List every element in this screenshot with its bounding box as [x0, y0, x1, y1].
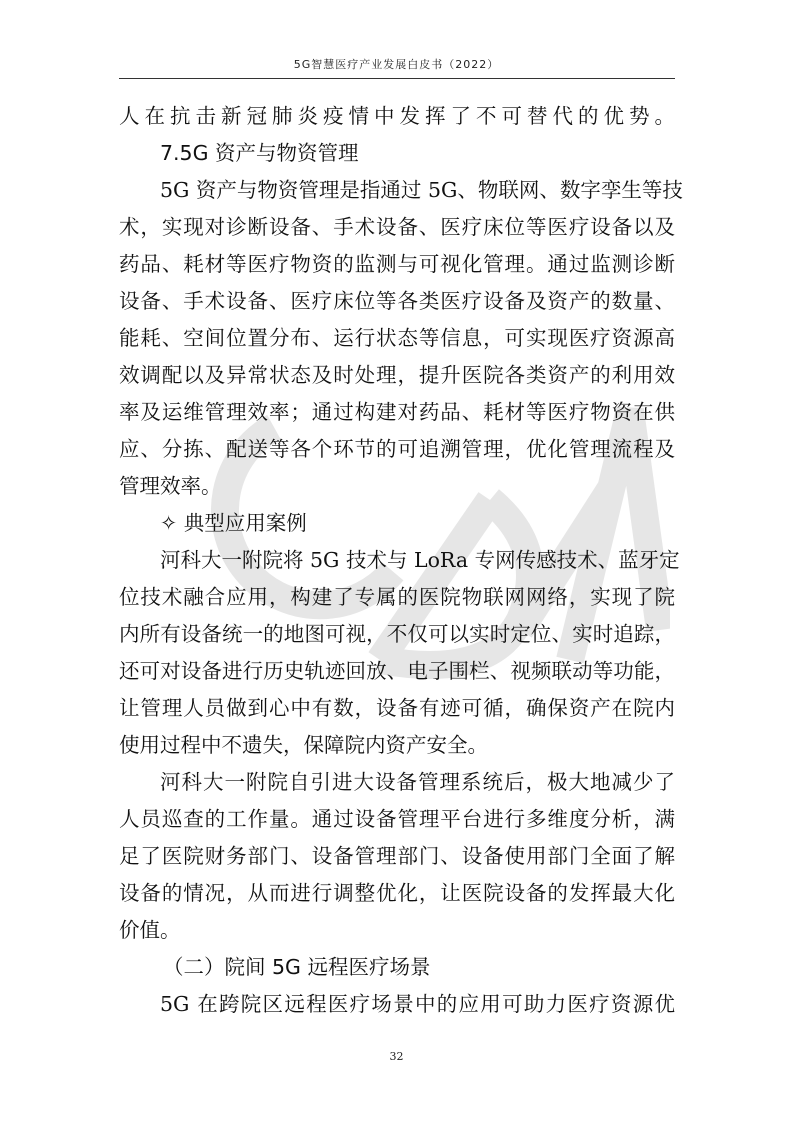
paragraph-line: 设备的情况，从而进行调整优化，让医院设备的发挥最大化 — [119, 881, 675, 905]
paragraph-line: 还可对设备进行历史轨迹回放、电子围栏、视频联动等功能， — [119, 659, 675, 683]
paragraph-line: 应、分拣、配送等各个环节的可追溯管理，优化管理流程及 — [119, 437, 675, 461]
subsection-heading: ✧ 典型应用案例 — [160, 511, 307, 535]
paragraph-line: 使用过程中不遗失，保障院内资产安全。 — [119, 733, 488, 757]
paragraph-line: 价值。 — [119, 918, 181, 942]
running-header: 5G智慧医疗产业发展白皮书（2022） — [293, 58, 500, 71]
page-number: 32 — [389, 1050, 404, 1063]
paragraph-line: 5G 在跨院区远程医疗场景中的应用可助力医疗资源优 — [160, 992, 675, 1016]
section-heading: 7.5G 资产与物资管理 — [160, 141, 359, 165]
paragraph-line: 河科大一附院自引进大设备管理系统后，极大地减少了 — [160, 770, 675, 794]
chapter-subheading: （二）院间 5G 远程医疗场景 — [163, 955, 431, 979]
paragraph-line: 人员巡查的工作量。通过设备管理平台进行多维度分析，满 — [119, 807, 675, 831]
paragraph-line: 率及运维管理效率；通过构建对药品、耗材等医疗物资在供 — [119, 400, 675, 424]
paragraph-line: 让管理人员做到心中有数，设备有迹可循，确保资产在院内 — [119, 696, 675, 720]
paragraph-line: 5G 资产与物资管理是指通过 5G、物联网、数字孪生等技 — [160, 178, 683, 202]
paragraph-line: 设备、手术设备、医疗床位等各类医疗设备及资产的数量、 — [119, 289, 675, 313]
paragraph-line: 术，实现对诊断设备、手术设备、医疗床位等医疗设备以及 — [119, 215, 675, 239]
paragraph-line: 内所有设备统一的地图可视，不仅可以实时定位、实时追踪， — [119, 622, 675, 646]
paragraph-line: 管理效率。 — [119, 474, 222, 498]
paragraph-line: 能耗、空间位置分布、运行状态等信息，可实现医疗资源高 — [119, 326, 675, 350]
paragraph-line: 河科大一附院将 5G 技术与 LoRa 专网传感技术、蓝牙定 — [160, 548, 680, 572]
paragraph-line: 足了医院财务部门、设备管理部门、设备使用部门全面了解 — [119, 844, 675, 868]
paragraph-line: 位技术融合应用，构建了专属的医院物联网网络，实现了院 — [119, 585, 675, 609]
document-body — [119, 98, 683, 1023]
paragraph-line: 药品、耗材等医疗物资的监测与可视化管理。通过监测诊断 — [119, 252, 675, 276]
paragraph-line: 人在抗击新冠肺炎疫情中发挥了不可替代的优势。 — [119, 104, 675, 128]
paragraph-line: 效调配以及异常状态及时处理，提升医院各类资产的利用效 — [119, 363, 675, 387]
header-rule — [119, 78, 675, 79]
